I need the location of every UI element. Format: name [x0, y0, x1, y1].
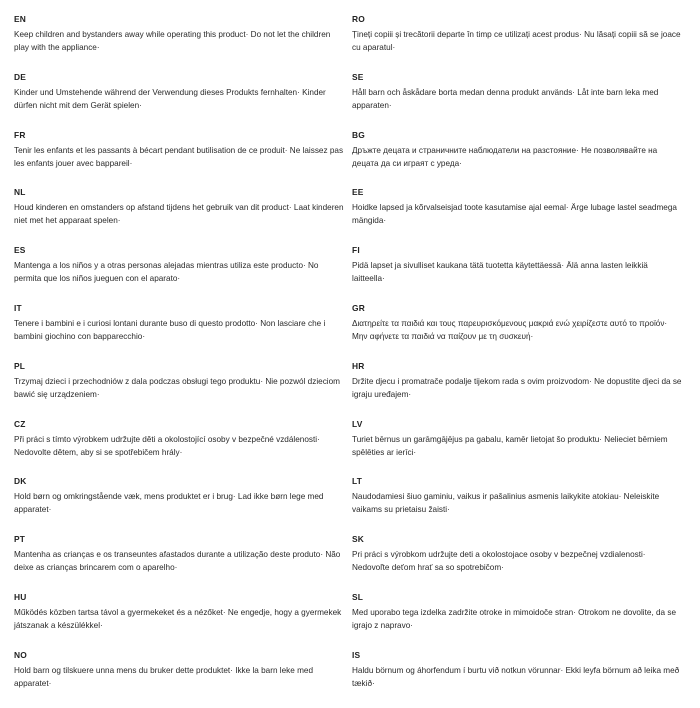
- warning-entry-lt: [352, 476, 682, 534]
- warning-text: Hold barn og tilskuere unna mens du bruker dette produktet· Ikke la barn leke med apparatet·: [14, 665, 314, 688]
- language-code: SK: [352, 534, 365, 545]
- language-code: PL: [14, 360, 26, 371]
- warning-text: Mantenha as crianças e os transeuntes afastados durante a utilização deste produto· Não deixe as crianças brincarem com o aparelho·: [14, 550, 341, 573]
- language-code: SE: [352, 71, 364, 82]
- language-code: EE: [352, 187, 364, 198]
- warning-text: Håll barn och åskådare borta medan denna produkt används· Låt inte barn leka med apparaten·: [352, 87, 659, 110]
- language-code: FR: [14, 129, 26, 140]
- language-code: ES: [14, 245, 26, 256]
- language-code: FI: [352, 245, 360, 256]
- warning-entry-de: [14, 72, 344, 130]
- warning-entry-no: [14, 650, 344, 708]
- warning-text: Pidä lapset ja sivulliset kaukana tätä tuotetta käytettäessä· Älä anna lasten leikkiä laitteella·: [352, 261, 648, 284]
- warning-entry-sk: [352, 534, 682, 592]
- language-code: SL: [352, 591, 364, 602]
- language-code: RO: [352, 14, 365, 24]
- warning-text: Дръжте децата и страничните наблюдатели на разстояние· Не позволявайте на децата да си играят с уреда·: [352, 145, 658, 168]
- warning-text: Med uporabo tega izdelka zadržite otroke in mimoidoče stran· Otrokom ne dovolite, da se igrajo z napravo·: [352, 607, 677, 630]
- warning-entry-fi: [352, 245, 682, 303]
- warning-entry-pt: [14, 534, 344, 592]
- warning-text: Hold børn og omkringstående væk, mens produktet er i brug· Lad ikke børn lege med apparatet·: [14, 492, 324, 515]
- warning-entry-bg: [352, 130, 682, 188]
- warning-text: Διατηρείτε τα παιδιά και τους παρευρισκόμενους μακριά ενώ χειρίζεστε αυτό το προϊόν· Μην αφήνετε τα παιδιά να παίζουν με τη συσκευή·: [352, 318, 668, 341]
- warning-entry-fr: [14, 130, 344, 188]
- warning-text: Keep children and bystanders away while operating this product· Do not let the children play with the appliance·: [14, 30, 331, 52]
- language-code: PT: [14, 534, 26, 545]
- warning-entry-ee: [352, 187, 682, 245]
- left-column: [14, 14, 344, 708]
- language-code: GR: [352, 302, 365, 313]
- warning-text: Mantenga a los niños y a otras personas alejadas mientras utiliza este producto· No permita que los niños jueguen con el aparato·: [14, 261, 319, 284]
- language-code: CZ: [14, 418, 26, 429]
- warning-entry-it: [14, 303, 344, 361]
- warning-entry-is: [352, 650, 682, 708]
- language-code: HR: [352, 360, 365, 371]
- warning-text: Țineți copiii și trecătorii departe în timp ce utilizați acest produs· Nu lăsați copiii să se joace cu aparatul·: [352, 30, 681, 52]
- warning-text: Hoidke lapsed ja kõrvalseisjad toote kasutamise ajal eemal· Ärge lubage lastel seadmega mängida·: [352, 203, 677, 226]
- language-code: EN: [14, 14, 27, 24]
- warning-text: Naudodamiesi šiuo gaminiu, vaikus ir pašalinius asmenis laikykite atokiau· Neleiskite vaikams su prietaisu žaisti·: [352, 492, 660, 515]
- warning-entry-gr: [352, 303, 682, 361]
- language-code: IT: [14, 302, 22, 313]
- language-code: LV: [352, 418, 363, 429]
- warning-entry-hr: [352, 361, 682, 419]
- warning-entry-se: [352, 72, 682, 130]
- warning-text: Houd kinderen en omstanders op afstand tijdens het gebruik van dit product· Laat kinderen niet met het apparaat spelen·: [14, 203, 344, 226]
- language-code: BG: [352, 129, 365, 140]
- language-code: NL: [14, 187, 26, 198]
- warning-entry-cz: [14, 419, 344, 477]
- language-code: DK: [14, 476, 27, 487]
- right-column: [352, 14, 682, 708]
- warning-entry-lv: [352, 419, 682, 477]
- warning-text: Kinder und Umstehende während der Verwendung dieses Produkts fernhalten· Kinder dürfen nicht mit dem Gerät spielen·: [14, 87, 326, 110]
- language-code: IS: [352, 649, 361, 660]
- warning-text: Při práci s tímto výrobkem udržujte děti a okolostojící osoby v bezpečné vzdálenosti· Nedovolte dětem, aby si se spotřebičem hrály·: [14, 434, 320, 457]
- warning-text: Működés közben tartsa távol a gyermekeket és a nézőket· Ne engedje, hogy a gyermekek játszanak a készülékkel·: [14, 607, 342, 630]
- warning-text: Pri práci s výrobkom udržujte deti a okolostojace osoby v bezpečnej vzdialenosti· Nedovoľte deťom hrať sa so spotrebičom·: [352, 550, 646, 573]
- warning-entry-ro: [352, 14, 682, 72]
- warning-text: Trzymaj dzieci i przechodniów z dala podczas obsługi tego produktu· Nie pozwól dzieciom bawić się urządzeniem·: [14, 376, 340, 399]
- warning-entry-sl: [352, 592, 682, 650]
- language-code: LT: [352, 476, 363, 487]
- language-code: NO: [14, 649, 27, 660]
- language-code: HU: [14, 591, 27, 602]
- warning-entry-nl: [14, 187, 344, 245]
- warning-entry-en: [14, 14, 344, 72]
- warning-entry-es: [14, 245, 344, 303]
- warning-text: Držite djecu i promatrače podalje tijekom rada s ovim proizvodom· Ne dopustite djeci da se igraju uređajem·: [352, 376, 682, 399]
- warning-entry-pl: [14, 361, 344, 419]
- warning-text: Turiet bērnus un garāmgājējus pa gabalu, kamēr lietojat šo produktu· Nelieciet bērniem spēlēties ar ierīci·: [352, 434, 668, 457]
- language-code: DE: [14, 71, 27, 82]
- warning-text: Tenir les enfants et les passants à bécart pendant butilisation de ce produit· Ne laissez pas les enfants jouer avec bappareil·: [14, 145, 344, 168]
- warning-entry-hu: [14, 592, 344, 650]
- warning-entry-dk: [14, 476, 344, 534]
- warning-text: Tenere i bambini e i curiosi lontani durante buso di questo prodotto· Non lasciare che i bambini giochino con bapparecchio·: [14, 318, 326, 341]
- warning-text: Haldu börnum og áhorfendum í burtu við notkun vörunnar· Ekki leyfa börnum að leika með tækið·: [352, 665, 680, 688]
